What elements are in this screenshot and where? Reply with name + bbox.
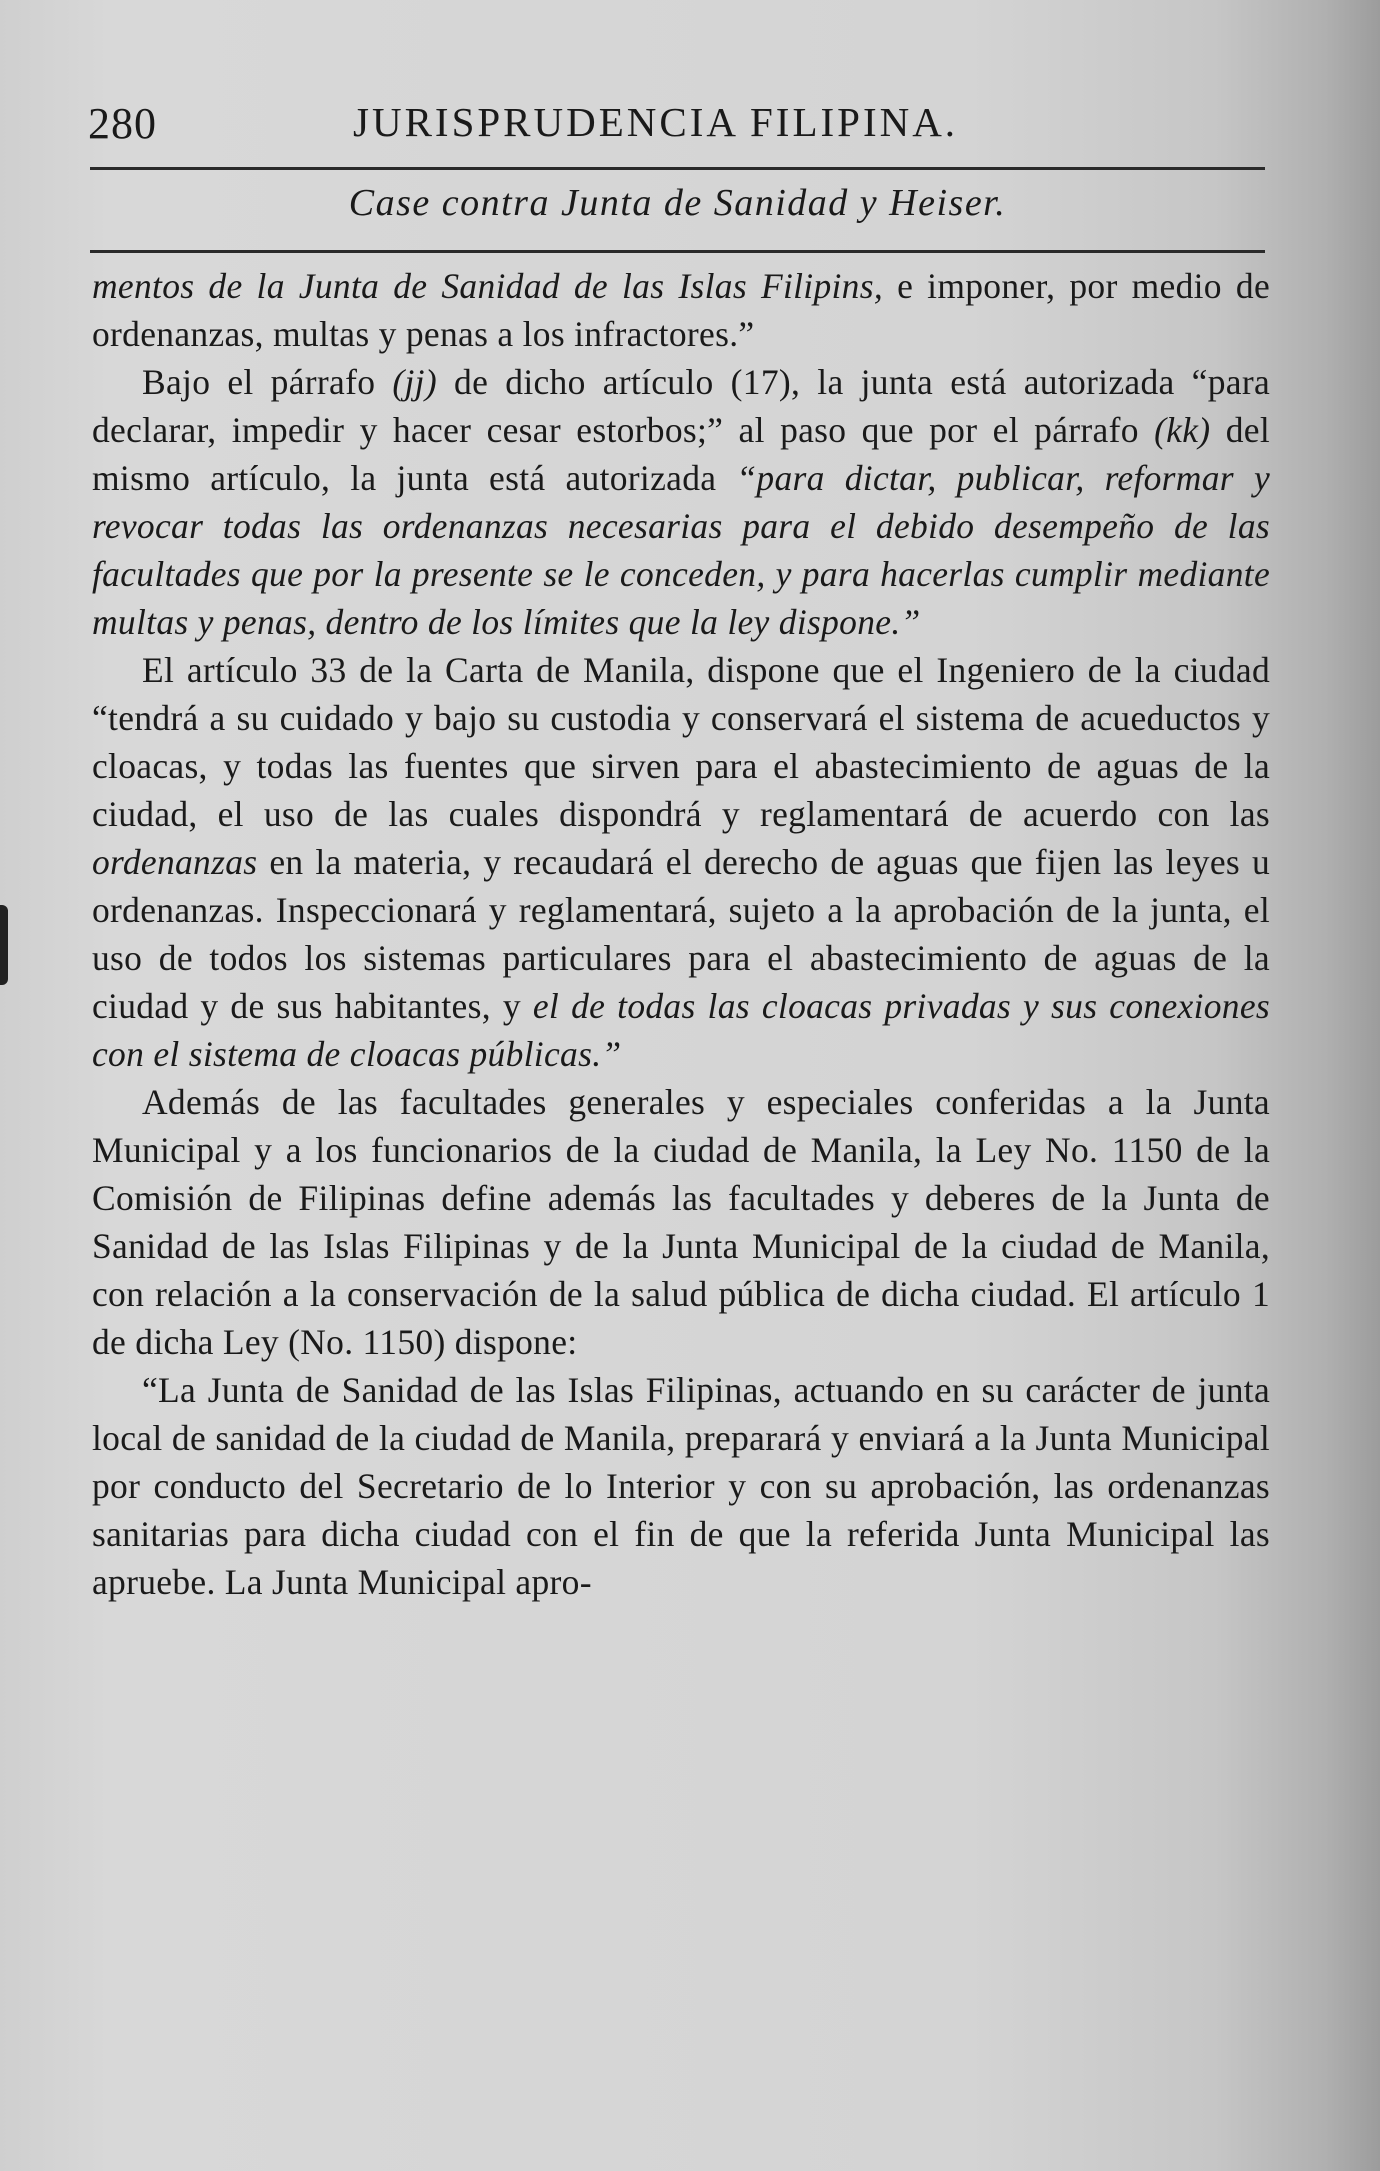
- text-segment: del mismo artículo, la junta está autorizada: [92, 410, 1270, 498]
- margin-mark: [0, 905, 8, 985]
- text-segment: Bajo el párrafo: [142, 362, 393, 402]
- text-segment: “La Junta de Sanidad de las Islas Filipinas, actuando en su carácter de junta local de sanidad de la ciudad de Manila, preparará y enviará a la Junta Municipal por conducto del Secretario de lo Interior y con su aprobación, las ordenanzas sanitarias para dicha ciudad con el fin de que la referida Junta Municipal las apruebe. La Junta Municipal apro-: [92, 1370, 1270, 1602]
- case-title: Case contra Junta de Sanidad y Heiser.: [348, 182, 1007, 224]
- body-text: [92, 262, 1270, 1606]
- text-segment: en la materia, y recaudará el derecho de aguas que fijen las leyes u ordenanzas. Inspeccionará y reglamentará, sujeto a la aprobación de la junta, el uso de todos los sistemas particulares para el abastecimiento de aguas de la ciudad y de sus habitantes, y: [92, 842, 1270, 1026]
- page-header: [88, 98, 1268, 158]
- text-segment: ordenanzas: [92, 842, 258, 882]
- text-segment: “para dictar, publicar, reformar y revocar todas las ordenanzas necesarias para el debido desempeño de las facultades que por la presente se le conceden, y para hacerlas cumplir mediante multas y penas, dentro de los límites que la ley dispone.”: [92, 458, 1270, 642]
- paragraph-articulo-33: [92, 646, 1270, 1078]
- header-rule-top: [90, 167, 1265, 170]
- text-segment: e imponer, por medio de ordenanzas, multas y penas a los infractores.”: [92, 266, 1271, 354]
- text-segment: mentos de la Junta de Sanidad de las Islas Filipins,: [92, 266, 884, 306]
- running-title: JURISPRUDENCIA FILIPINA.: [353, 99, 959, 145]
- header-rule-bottom: [90, 250, 1265, 253]
- paragraph-continuation: [92, 262, 1270, 358]
- paragraph-jj-kk: [92, 358, 1270, 646]
- text-segment: (jj): [392, 362, 437, 402]
- text-segment: el de todas las cloacas privadas y sus conexiones con el sistema de cloacas públicas.”: [92, 986, 1271, 1074]
- text-segment: El artículo 33 de la Carta de Manila, dispone que el Ingeniero de la ciudad “tendrá a su cuidado y bajo su custodia y conservará el sistema de acueductos y cloacas, y todas las fuentes que sirven para el abastecimiento de aguas de la ciudad, el uso de las cuales dispondrá y reglamentará de acuerdo con las: [92, 650, 1270, 834]
- text-segment: Además de las facultades generales y especiales conferidas a la Junta Municipal y a los funcionarios de la ciudad de Manila, la Ley No. 1150 de la Comisión de Filipinas define además las facultades y deberes de la Junta de Sanidad de las Islas Filipinas y de la Junta Municipal de la ciudad de Manila, con relación a la conservación de la salud pública de dicha ciudad. El artículo 1 de dicha Ley (No. 1150) dispone:: [92, 1082, 1270, 1362]
- text-segment: (kk): [1154, 410, 1211, 450]
- page-number: 280: [88, 99, 157, 148]
- text-segment: de dicho artículo (17), la junta está autorizada “para declarar, impedir y hacer cesar estorbos;” al paso que por el párrafo: [92, 362, 1270, 450]
- paragraph-quote-junta: [92, 1366, 1270, 1606]
- paragraph-ley-1150: [92, 1078, 1270, 1366]
